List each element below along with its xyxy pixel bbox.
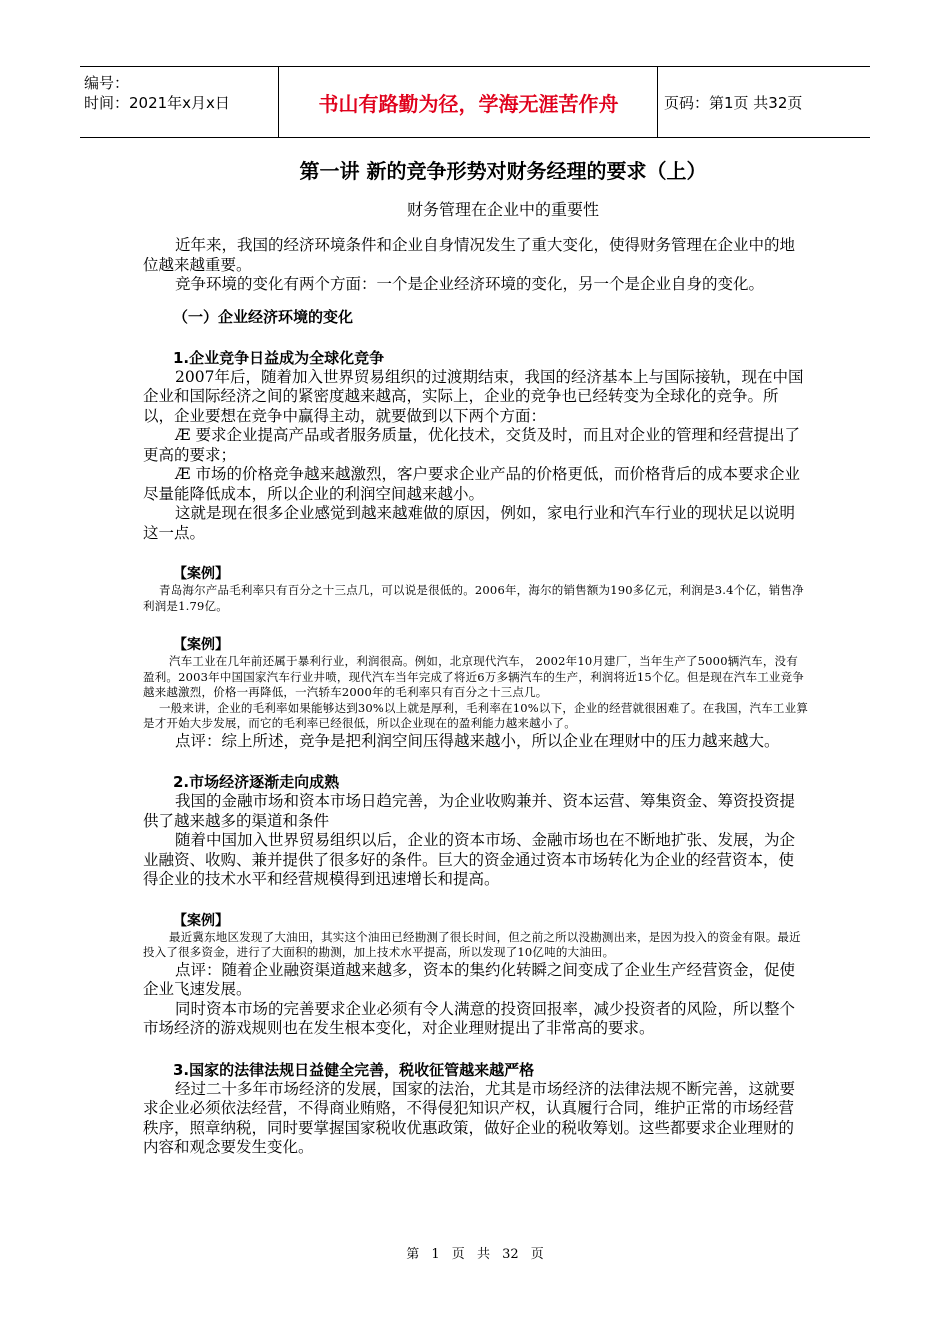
body-paragraph: 我国的金融市场和资本市场日趋完善，为企业收购兼并、资本运营、筹集资金、筹资投资提供了越来越多的渠道和条件 — [143, 792, 796, 830]
footer-total-pages: 32 — [502, 1247, 519, 1262]
footer-text: 页 — [451, 1247, 465, 1262]
footer-text: 页 — [530, 1247, 544, 1262]
case-label: 【案例】 — [173, 566, 229, 582]
footer-page-number: 1 — [431, 1247, 440, 1262]
case-text: 一般来讲，企业的毛利率如果能够达到30%以上就是厚利，毛利率在10%以下，企业的经营就很困难了。在我国，汽车工业算是才开始大步发展，而它的毛利率已经很低，所以企业现在的盈利能力越来越小了。 — [143, 700, 809, 730]
case-text: 最近冀东地区发现了大油田，其实这个油田已经勘测了很长时间，但之前之所以没勘测出来，是因为投入的资金有限。最近投入了很多资金，进行了大面积的勘测，加上技术水平提高，所以发现了10亿吨的大油田。 — [143, 929, 801, 959]
case-text: 汽车工业在几年前还属于暴利行业，利润很高。例如，北京现代汽车， 2002年10月建厂，当年生产了5000辆汽车，没有盈利。2003年中国国家汽车行业井喷，现代汽车当年完成了将近6万多辆汽车的生产，利润将近15个亿。但是现在汽车工业竞争越来越激烈，价格一再降低，一汽轿车2000年的毛利率只有百分之十三点几。 — [143, 654, 805, 699]
body-paragraph: 这就是现在很多企业感觉到越来越难做的原因，例如，家电行业和汽车行业的现状足以说明这一点。 — [143, 504, 796, 542]
bullet-paragraph: Æ 市场的价格竞争越来越激烈，客户要求企业产品的价格更低，而价格背后的成本要求企业尽量能降低成本，所以企业的利润空间越来越小。 — [143, 465, 800, 503]
page-footer — [0, 1243, 950, 1262]
body-paragraph: 2007年后，随着加入世界贸易组织的过渡期结束，我国的经济基本上与国际接轨，现在中国企业和国际经济之间的紧密度越来越高，实际上，企业的竞争也已经转变为全球化的竞争。所以，企业要想在竞争中赢得主动，就要做到以下两个方面： — [143, 367, 804, 425]
page-subtitle: 财务管理在企业中的重要性 — [406, 200, 599, 219]
intro-paragraph: 竞争环境的变化有两个方面：一个是企业经济环境的变化，另一个是企业自身的变化。 — [175, 275, 765, 293]
intro-paragraph: 近年来，我国的经济环境条件和企业自身情况发生了重大变化，使得财务管理在企业中的地位越来越重要。 — [143, 236, 796, 274]
time-label: 时间：2021年x月x日 — [84, 94, 230, 112]
page-header — [80, 66, 870, 138]
comment-paragraph: 点评：随着企业融资渠道越来越多，资本的集约化转瞬之间变成了企业生产经营资金，促使企业飞速发展。 — [143, 960, 796, 998]
body-paragraph: 经过二十多年市场经济的发展，国家的法治，尤其是市场经济的法律法规不断完善，这就要求企业必须依法经营，不得商业贿赂，不得侵犯知识产权，认真履行合同，维护正常的市场经营秩序，照章纳税，同时要掌握国家税收优惠政策，做好企业的税收筹划。这些都要求企业理财的内容和观念要发生变化。 — [143, 1079, 796, 1156]
subsection-heading: 3.国家的法律法规日益健全完善，税收征管越来越严格 — [173, 1060, 535, 1079]
header-meta — [80, 67, 279, 137]
header-motto: 书山有路勤为径，学海无涯苦作舟 — [280, 67, 658, 137]
page-title: 第一讲 新的竞争形势对财务经理的要求（上） — [299, 159, 707, 183]
header-page-info: 页码：第1页 共32页 — [664, 93, 803, 112]
section-heading: （一）企业经济环境的变化 — [173, 307, 354, 326]
document-body — [143, 156, 808, 1158]
comment-paragraph: 点评：综上所述，竞争是把利润空间压得越来越小，所以企业在理财中的压力越来越大。 — [175, 731, 780, 750]
subsection-heading: 2.市场经济逐渐走向成熟 — [173, 773, 340, 791]
case-label: 【案例】 — [173, 912, 229, 929]
body-paragraph: 随着中国加入世界贸易组织以后，企业的资本市场、金融市场也在不断地扩张、发展，为企业融资、收购、兼并提供了很多好的条件。巨大的资金通过资本市场转化为企业的经营资本，使得企业的技术水平和经营规模得到迅速增长和提高。 — [143, 831, 796, 888]
footer-text: 第 — [406, 1247, 420, 1262]
number-label: 编号： — [84, 74, 130, 92]
footer-text: 共 — [476, 1247, 490, 1262]
case-label: 【案例】 — [173, 637, 229, 653]
bullet-paragraph: Æ 要求企业提高产品或者服务质量，优化技术，交货及时，而且对企业的管理和经营提出了更高的要求； — [143, 426, 800, 464]
body-paragraph: 同时资本市场的完善要求企业必须有令人满意的投资回报率，减少投资者的风险，所以整个市场经济的游戏规则也在发生根本变化，对企业理财提出了非常高的要求。 — [143, 999, 796, 1037]
case-text: 青岛海尔产品毛利率只有百分之十三点几，可以说是很低的。2006年，海尔的销售额为190多亿元，利润是3.4个亿，销售净利润是1.79亿。 — [143, 583, 804, 613]
subsection-heading: 1.企业竞争日益成为全球化竞争 — [173, 348, 385, 367]
